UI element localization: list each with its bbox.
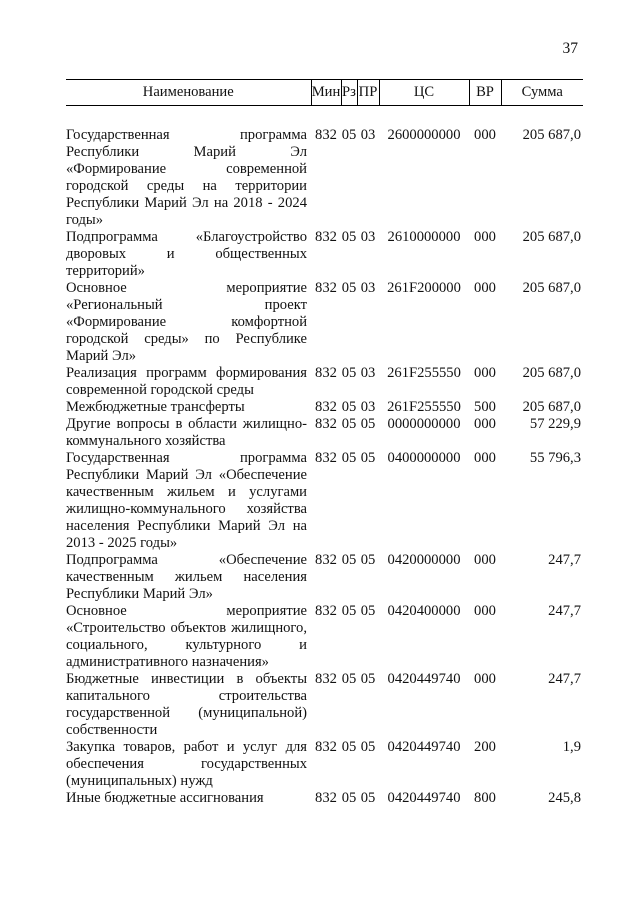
cell-vr: 500 — [474, 399, 496, 415]
table-row — [66, 603, 583, 671]
budget-table — [66, 79, 583, 807]
cell-name: Государственная программа Республики Марий Эл «Обеспечение качественным жильем и услугами жилищно-коммунального хозяйства населения Республики Марий Эл на 2013 - 2025 годы» — [66, 450, 307, 551]
cell-vr: 000 — [474, 365, 496, 381]
table-row — [66, 450, 583, 552]
cell-rz: 05 — [341, 365, 357, 381]
cell-pr: 03 — [360, 127, 376, 143]
cell-name: Основное мероприятие «Региональный проект «Формирование комфортной городской среды» по Республике Марий Эл» — [66, 280, 307, 364]
cell-name: Подпрограмма «Благоустройство дворовых и общественных территорий» — [66, 229, 307, 279]
table-row — [66, 671, 583, 739]
cell-sum: 205 687,0 — [522, 280, 581, 296]
cell-vr: 000 — [474, 229, 496, 245]
cell-cs: 261F200000 — [387, 280, 461, 296]
cell-min: 832 — [315, 552, 337, 568]
cell-cs: 0420449740 — [387, 671, 461, 687]
cell-name: Межбюджетные трансферты — [66, 399, 245, 415]
cell-rz: 05 — [341, 399, 357, 415]
cell-pr: 05 — [360, 450, 376, 466]
table-body — [66, 106, 583, 808]
cell-sum: 205 687,0 — [522, 229, 581, 245]
cell-sum: 247,7 — [548, 552, 581, 568]
cell-min: 832 — [315, 790, 337, 806]
cell-name: Основное мероприятие «Строительство объектов жилищного, социального, культурного и административного назначения» — [66, 603, 307, 670]
cell-sum: 55 796,3 — [529, 450, 581, 466]
cell-cs: 261F255550 — [387, 399, 461, 415]
cell-name: Закупка товаров, работ и услуг для обеспечения государственных (муниципальных) нужд — [66, 739, 307, 789]
cell-vr: 200 — [474, 739, 496, 755]
cell-pr: 03 — [360, 365, 376, 381]
page-number: 37 — [562, 40, 578, 57]
cell-vr: 000 — [474, 280, 496, 296]
cell-cs: 2600000000 — [387, 127, 461, 143]
header-min: Мин — [311, 80, 341, 106]
cell-min: 832 — [315, 416, 337, 432]
table-row — [66, 399, 583, 416]
cell-pr: 03 — [360, 399, 376, 415]
cell-vr: 000 — [474, 416, 496, 432]
header-sum: Сумма — [501, 80, 583, 106]
cell-sum: 245,8 — [548, 790, 581, 806]
cell-min: 832 — [315, 229, 337, 245]
cell-vr: 000 — [474, 450, 496, 466]
table-row — [66, 790, 583, 807]
cell-min: 832 — [315, 127, 337, 143]
cell-min: 832 — [315, 280, 337, 296]
table-row — [66, 127, 583, 229]
table-row — [66, 280, 583, 365]
cell-vr: 000 — [474, 127, 496, 143]
cell-vr: 000 — [474, 603, 496, 619]
table-row — [66, 552, 583, 603]
cell-vr: 000 — [474, 671, 496, 687]
cell-rz: 05 — [341, 229, 357, 245]
cell-cs: 0420449740 — [387, 790, 461, 806]
header-pr: ПР — [357, 80, 379, 106]
cell-sum: 205 687,0 — [522, 399, 581, 415]
cell-cs: 0420449740 — [387, 739, 461, 755]
cell-cs: 0000000000 — [387, 416, 461, 432]
cell-min: 832 — [315, 603, 337, 619]
cell-name: Другие вопросы в области жилищно-коммунального хозяйства — [66, 416, 307, 449]
cell-pr: 05 — [360, 671, 376, 687]
cell-cs: 0420400000 — [387, 603, 461, 619]
table-row — [66, 229, 583, 280]
cell-pr: 05 — [360, 552, 376, 568]
cell-cs: 261F255550 — [387, 365, 461, 381]
cell-rz: 05 — [341, 739, 357, 755]
table-header-row — [66, 80, 583, 106]
cell-vr: 800 — [474, 790, 496, 806]
cell-sum: 57 229,9 — [529, 416, 581, 432]
table-row — [66, 416, 583, 450]
cell-rz: 05 — [341, 280, 357, 296]
table-row — [66, 365, 583, 399]
cell-min: 832 — [315, 671, 337, 687]
header-vr: ВР — [469, 80, 501, 106]
cell-sum: 205 687,0 — [522, 127, 581, 143]
cell-pr: 05 — [360, 790, 376, 806]
cell-name: Подпрограмма «Обеспечение качественным жильем населения Республики Марий Эл» — [66, 552, 307, 602]
cell-cs: 0420000000 — [387, 552, 461, 568]
cell-cs: 2610000000 — [387, 229, 461, 245]
cell-pr: 03 — [360, 280, 376, 296]
cell-name: Государственная программа Республики Марий Эл «Формирование современной городской среды на территории Республики Марий Эл на 2018 - 2024 годы» — [66, 127, 307, 228]
cell-rz: 05 — [341, 450, 357, 466]
header-rz: Рз — [341, 80, 357, 106]
cell-sum: 205 687,0 — [522, 365, 581, 381]
cell-pr: 05 — [360, 739, 376, 755]
header-cs: ЦС — [379, 80, 469, 106]
cell-name: Иные бюджетные ассигнования — [66, 790, 264, 806]
cell-rz: 05 — [341, 552, 357, 568]
table-row — [66, 739, 583, 790]
header-name: Наименование — [66, 80, 311, 106]
cell-rz: 05 — [341, 603, 357, 619]
cell-min: 832 — [315, 739, 337, 755]
header-spacer — [66, 106, 583, 128]
cell-rz: 05 — [341, 790, 357, 806]
cell-sum: 247,7 — [548, 603, 581, 619]
cell-cs: 0400000000 — [387, 450, 461, 466]
cell-sum: 1,9 — [562, 739, 581, 755]
cell-rz: 05 — [341, 671, 357, 687]
cell-min: 832 — [315, 450, 337, 466]
cell-pr: 03 — [360, 229, 376, 245]
cell-min: 832 — [315, 365, 337, 381]
cell-name: Бюджетные инвестиции в объекты капитального строительства государственной (муниципальной) собственности — [66, 671, 307, 738]
cell-min: 832 — [315, 399, 337, 415]
cell-sum: 247,7 — [548, 671, 581, 687]
cell-vr: 000 — [474, 552, 496, 568]
cell-rz: 05 — [341, 127, 357, 143]
cell-pr: 05 — [360, 603, 376, 619]
cell-pr: 05 — [360, 416, 376, 432]
cell-name: Реализация программ формирования современной городской среды — [66, 365, 307, 398]
cell-rz: 05 — [341, 416, 357, 432]
